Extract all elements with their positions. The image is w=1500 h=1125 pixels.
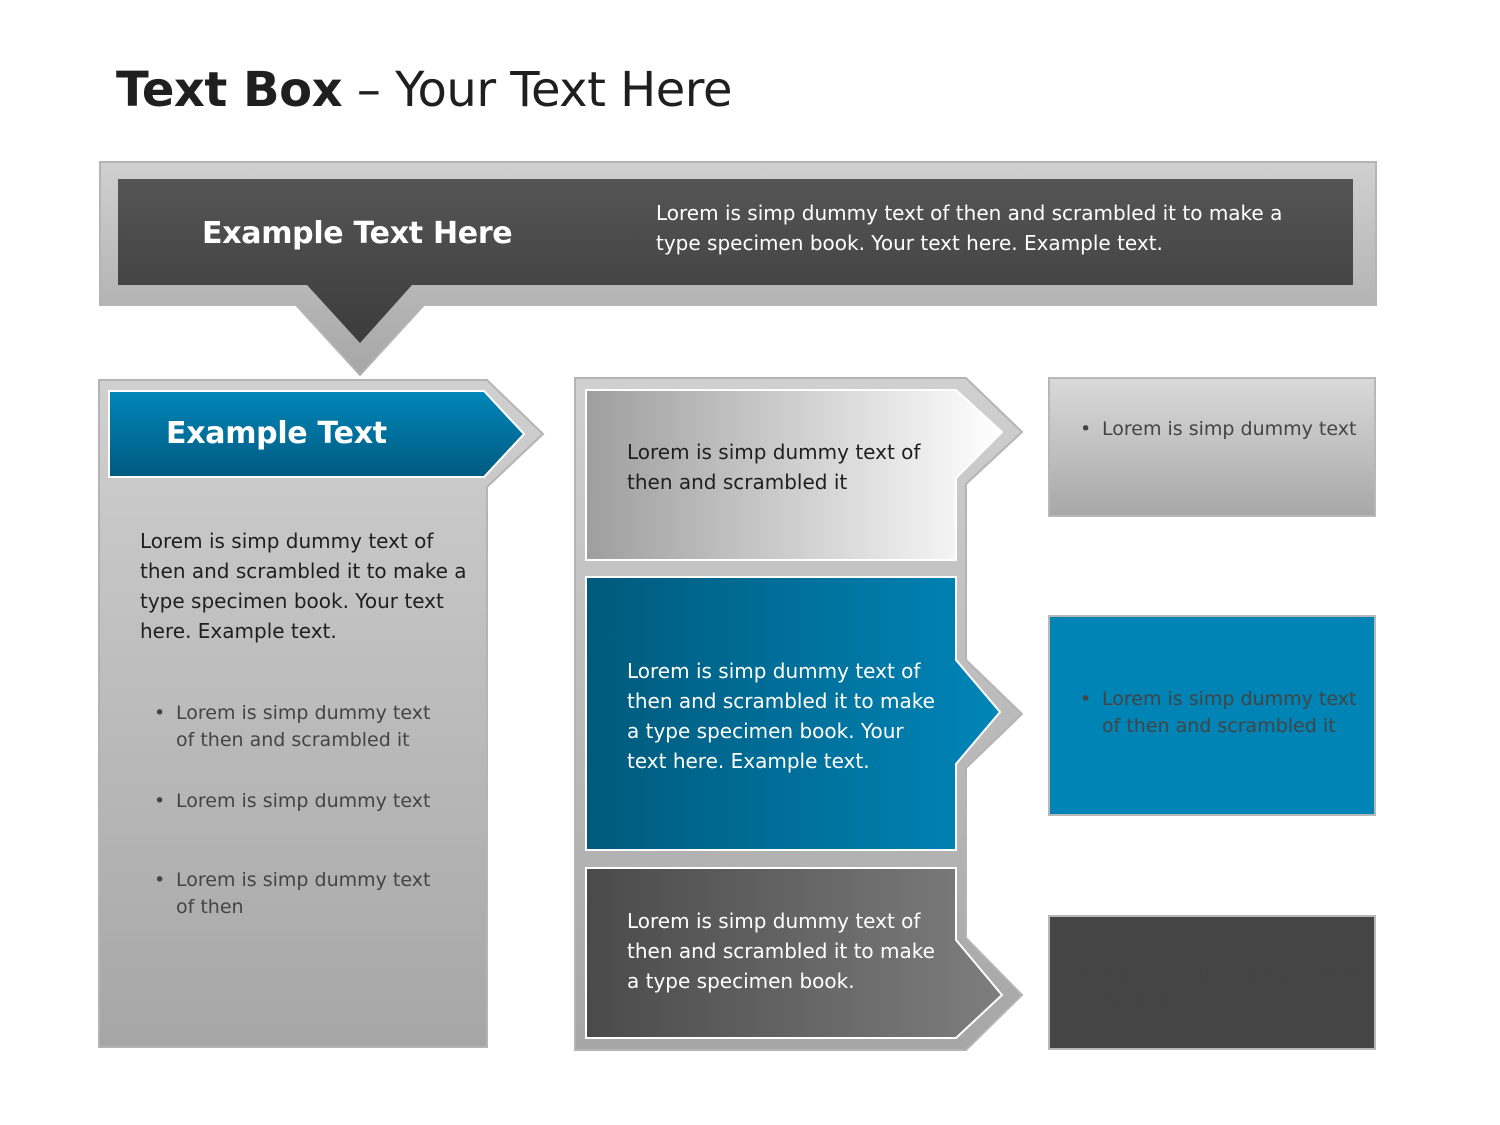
list-item: • Lorem is simp dummy text — [152, 788, 452, 815]
left-panel-label: Example Text — [166, 416, 387, 451]
header-callout — [100, 162, 1376, 375]
list-item: • Lorem is simp dummy text — [1078, 416, 1378, 443]
middle-item-text-2: Lorem is simp dummy text of then and scrambled it to make a type specimen book. Your text here. Example text. — [627, 659, 935, 773]
left-bullet-list-2 — [152, 788, 452, 815]
header-label: Example Text Here — [202, 216, 513, 251]
right-box-1 — [1078, 416, 1378, 443]
left-bullet-list-1 — [152, 700, 452, 754]
list-item: • Lorem is simp dummy text of then — [152, 867, 452, 921]
left-bullet-list-3 — [152, 867, 452, 921]
list-item: • Lorem is simp dummy text of then and scrambled it — [152, 700, 452, 754]
list-item: • Lorem is simp dummy text of then and scrambled it — [1078, 686, 1378, 740]
middle-item-text-1: Lorem is simp dummy text of then and scrambled it — [627, 440, 921, 494]
header-description: Lorem is simp dummy text of then and scrambled it to make a type specimen book. Your text here. Example text. — [656, 201, 1283, 255]
title-bold: Text Box — [116, 62, 343, 118]
right-box-2 — [1078, 686, 1378, 740]
list-item: • Lorem is simp dummy text of then — [1078, 961, 1378, 1015]
left-panel-paragraph: Lorem is simp dummy text of then and scrambled it to make a type specimen book. Your text here. Example text. — [140, 529, 467, 643]
page-title — [116, 62, 732, 118]
right-box-3 — [1078, 961, 1378, 1015]
middle-item-text-3: Lorem is simp dummy text of then and scrambled it to make a type specimen book. — [627, 909, 935, 993]
title-rest: – Your Text Here — [342, 62, 732, 118]
